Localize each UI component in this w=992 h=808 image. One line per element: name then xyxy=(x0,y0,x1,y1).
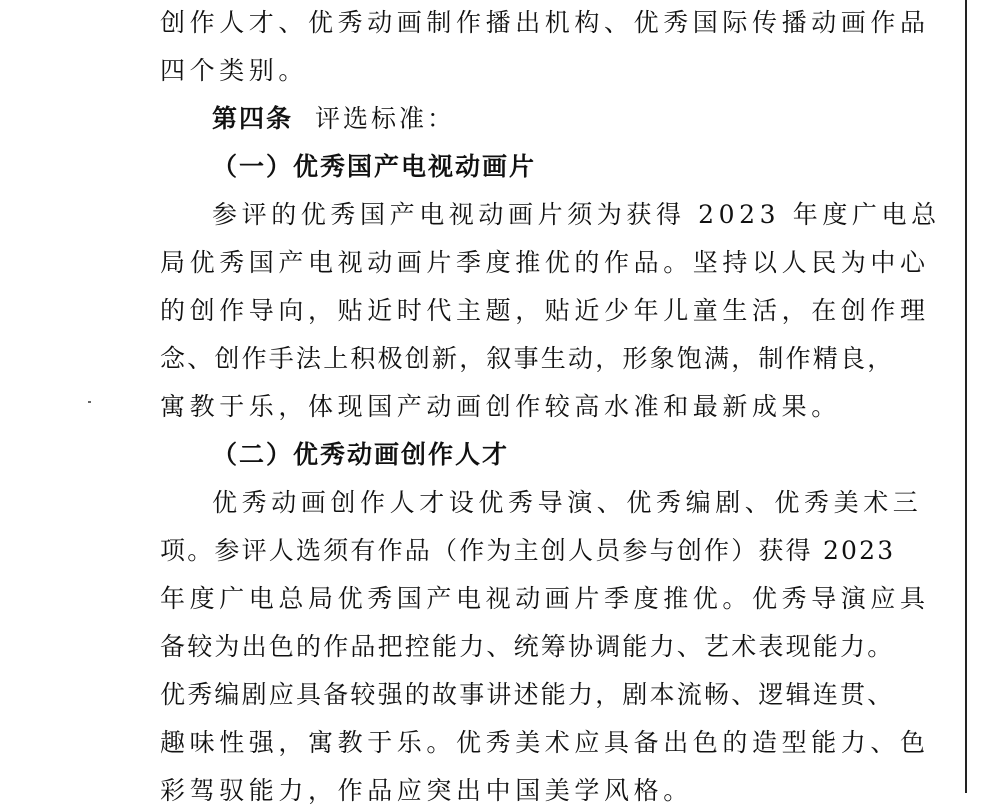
paragraph-line: 年度广电总局优秀国产电视动画片季度推优。优秀导演应具 xyxy=(160,584,930,613)
page-edge-rule xyxy=(965,0,967,793)
margin-mark xyxy=(88,401,91,403)
body-text-line: 四个类别。 xyxy=(160,56,309,85)
paragraph-line: 优秀动画创作人才设优秀导演、优秀编剧、优秀美术三 xyxy=(212,488,923,517)
paragraph-line: 念、创作手法上积极创新，叙事生动，形象饱满，制作精良， xyxy=(160,344,895,373)
article-4-line xyxy=(212,102,852,136)
article-title: 评选标准： xyxy=(315,104,456,133)
body-text-line: 创作人才、优秀动画制作播出机构、优秀国际传播动画作品 xyxy=(160,8,930,37)
paragraph-line: 优秀编剧应具备较强的故事讲述能力，剧本流畅、逻辑连贯、 xyxy=(160,680,895,709)
paragraph-line: 项。参评人选须有作品（作为主创人员参与创作）获得 2023 xyxy=(160,536,896,565)
paragraph-line: 寓教于乐，体现国产动画创作较高水准和最新成果。 xyxy=(160,392,841,421)
section-heading: （二）优秀动画创作人才 xyxy=(212,440,510,469)
paragraph-line: 趣味性强，寓教于乐。优秀美术应具备出色的造型能力、色 xyxy=(160,728,930,757)
article-label: 第四条 xyxy=(212,104,294,133)
section-heading: （一）优秀国产电视动画片 xyxy=(212,152,537,181)
paragraph-line: 参评的优秀国产电视动画片须为获得 2023 年度广电总 xyxy=(212,200,941,229)
paragraph-line: 彩驾驭能力，作品应突出中国美学风格。 xyxy=(160,776,693,805)
paragraph-line: 的创作导向，贴近时代主题，贴近少年儿童生活，在创作理 xyxy=(160,296,930,325)
paragraph-line: 备较为出色的作品把控能力、统筹协调能力、艺术表现能力。 xyxy=(160,632,895,661)
paragraph-line: 局优秀国产电视动画片季度推优的作品。坚持以人民为中心 xyxy=(160,248,930,277)
